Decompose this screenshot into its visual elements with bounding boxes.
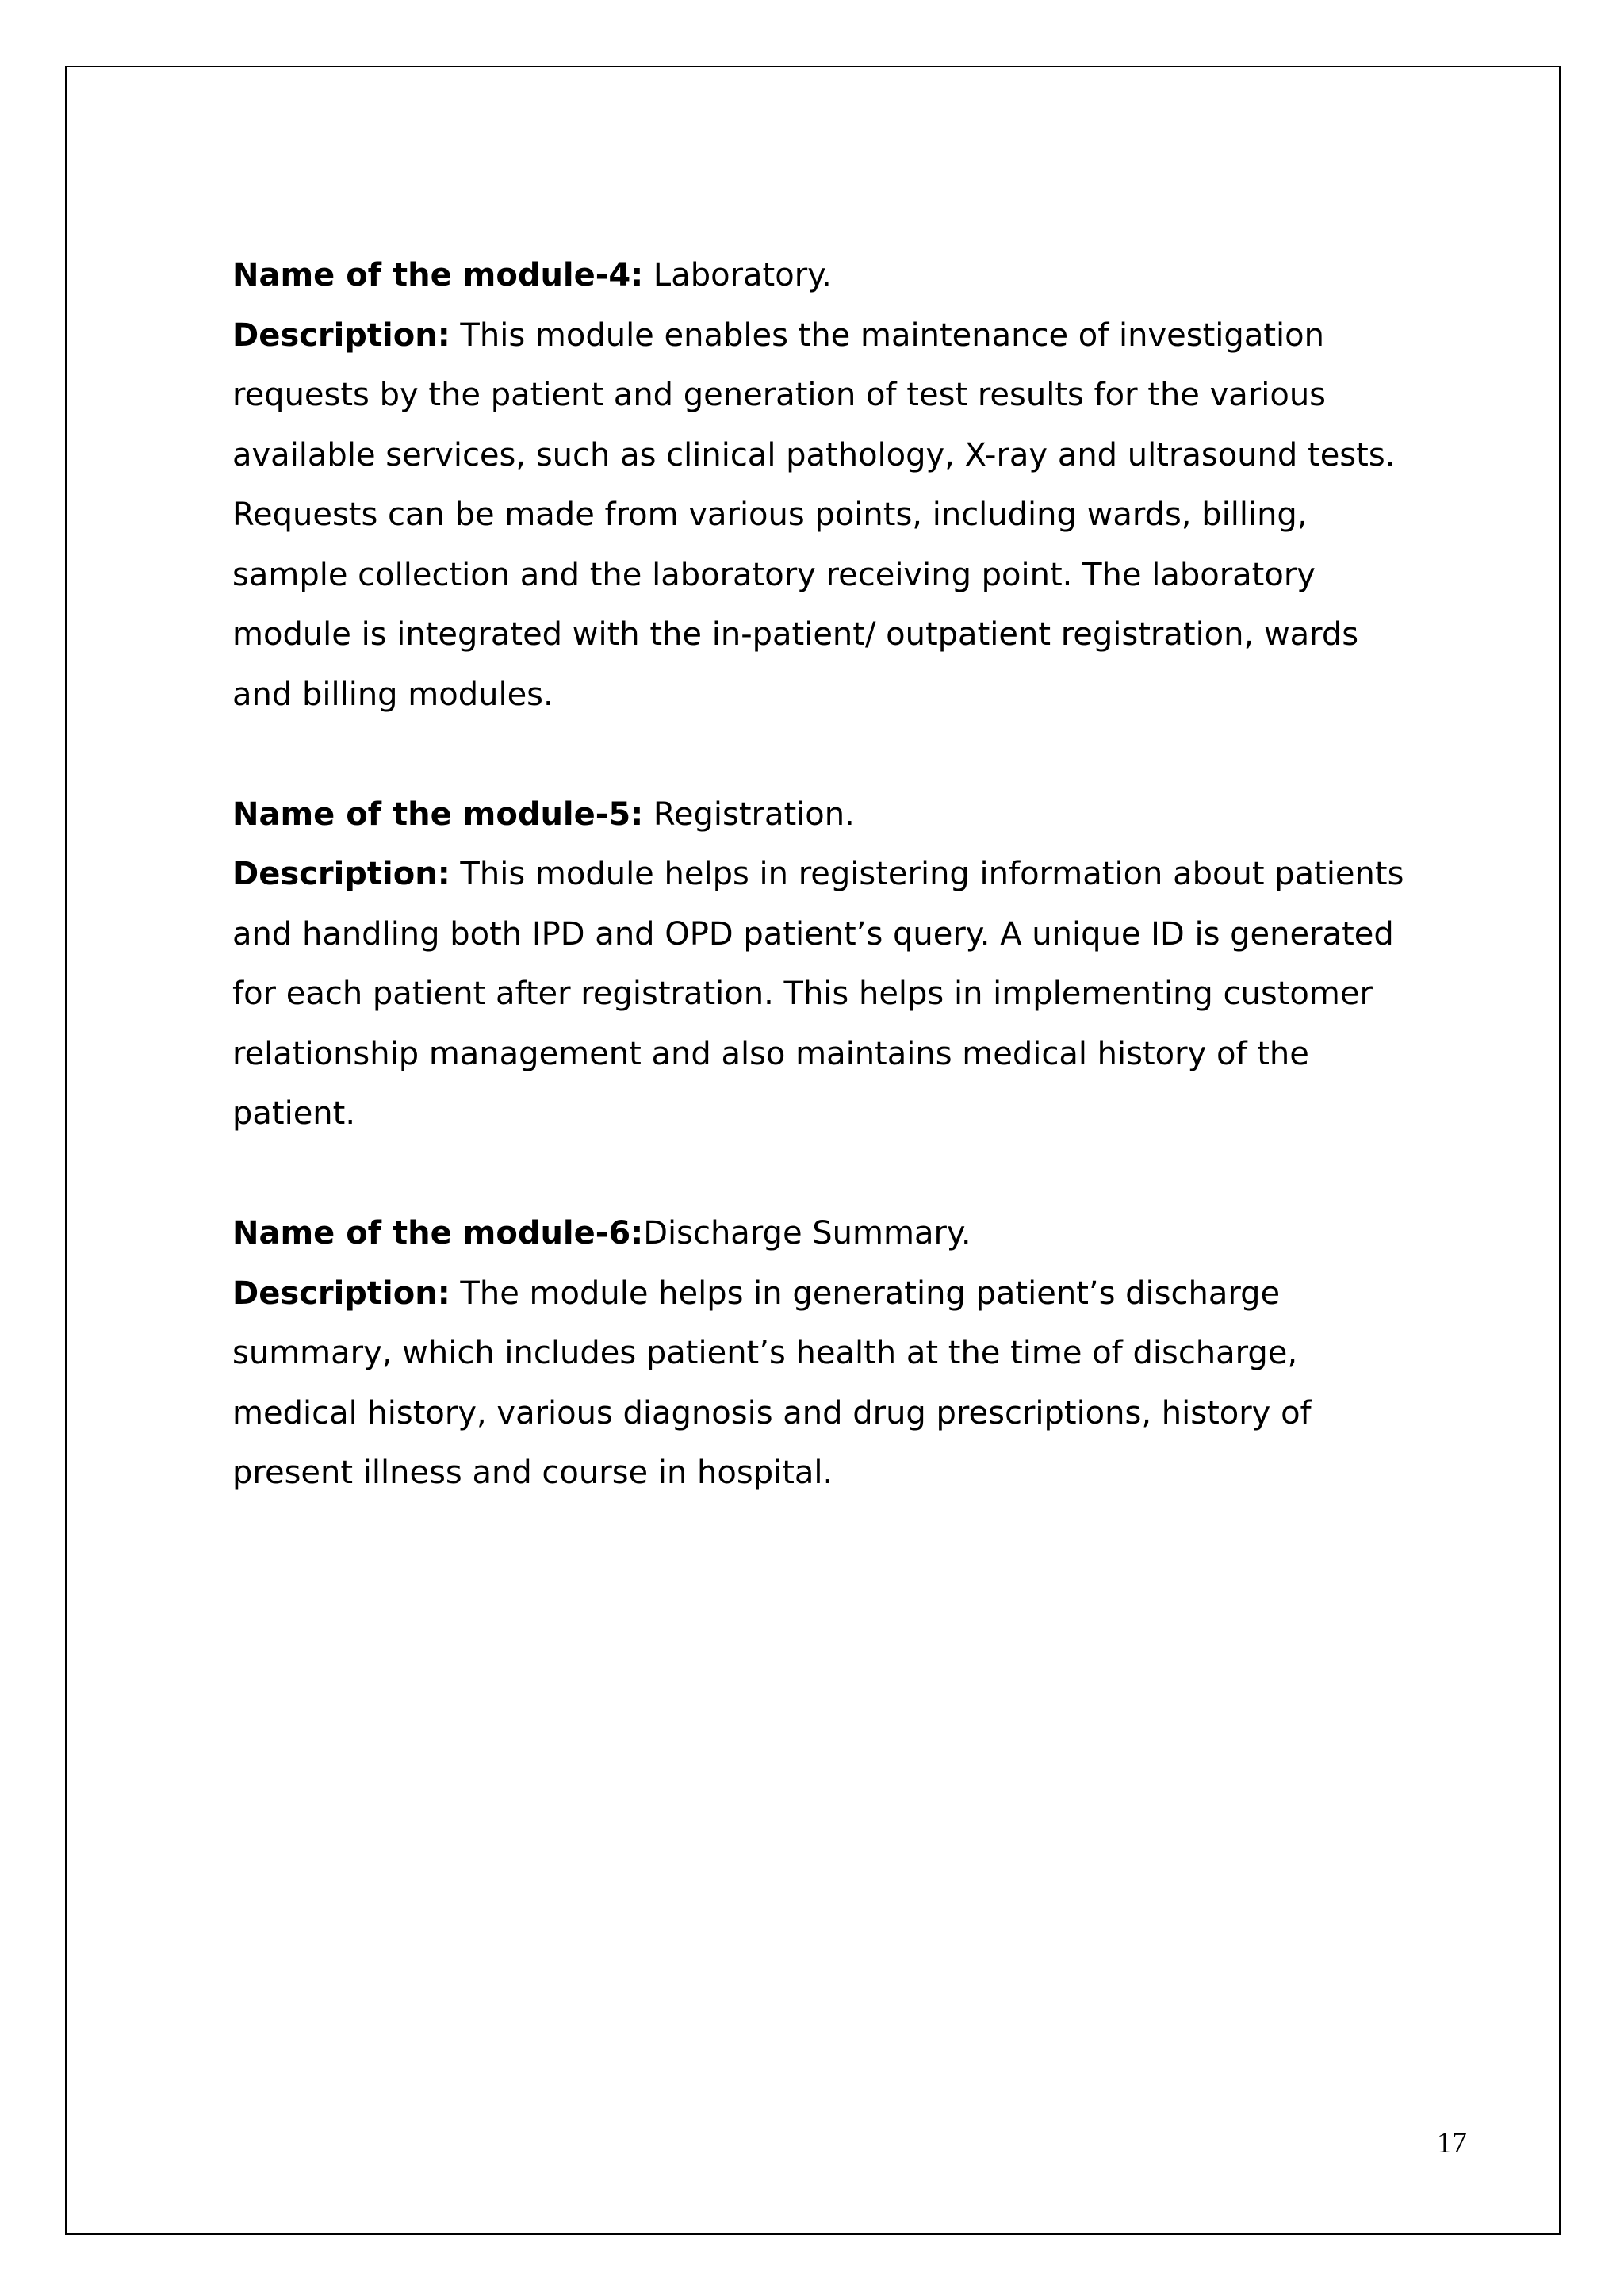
module-name-value: Laboratory. — [643, 257, 832, 293]
module-6-title — [232, 1204, 1469, 1264]
description-line: for each patient after registration. This helps in implementing customer — [232, 976, 1373, 1012]
document-body — [232, 246, 1469, 1504]
module-name-label: Name of the module-4: — [232, 257, 644, 293]
module-4-title — [232, 246, 1469, 306]
description-text: This module enables the maintenance of investigation — [450, 316, 1324, 354]
description-text: The module helps in generating patient’s discharge — [450, 1274, 1281, 1312]
description-line: summary, which includes patient’s health at the time of discharge, — [232, 1335, 1298, 1371]
module-6-description-line — [232, 1264, 1469, 1324]
description-line: and handling both IPD and OPD patient’s query. A unique ID is generated — [232, 915, 1394, 953]
module-4-description-line — [232, 306, 1469, 366]
description-line: requests by the patient and generation of test results for the various — [232, 377, 1327, 413]
module-6-section — [232, 1204, 1469, 1504]
description-line: module is integrated with the in-patient/ outpatient registration, wards — [232, 616, 1359, 653]
description-label: Description: — [232, 856, 450, 892]
description-label: Description: — [232, 1274, 450, 1312]
module-name-value: Discharge Summary. — [643, 1215, 971, 1251]
description-label: Description: — [232, 316, 450, 354]
description-text: This module helps in registering information about patients — [450, 856, 1404, 892]
page-number: 17 — [1437, 2126, 1467, 2160]
module-4-section — [232, 246, 1469, 725]
description-line: Requests can be made from various points, including wards, billing, — [232, 496, 1308, 533]
description-line: sample collection and the laboratory receiving point. The laboratory — [232, 556, 1316, 593]
description-line: and billing modules. — [232, 676, 553, 713]
description-line: present illness and course in hospital. — [232, 1455, 833, 1491]
description-line: available services, such as clinical pathology, X-ray and ultrasound tests. — [232, 436, 1396, 473]
module-name-label: Name of the module-6: — [232, 1215, 644, 1251]
module-name-label: Name of the module-5: — [232, 795, 644, 833]
description-line: patient. — [232, 1095, 356, 1132]
module-5-title — [232, 785, 1469, 845]
module-5-description-line — [232, 845, 1469, 905]
module-5-section — [232, 785, 1469, 1144]
description-line: medical history, various diagnosis and drug prescriptions, history of — [232, 1394, 1312, 1432]
description-line: relationship management and also maintains medical history of the — [232, 1035, 1309, 1072]
module-name-value: Registration. — [643, 795, 855, 833]
